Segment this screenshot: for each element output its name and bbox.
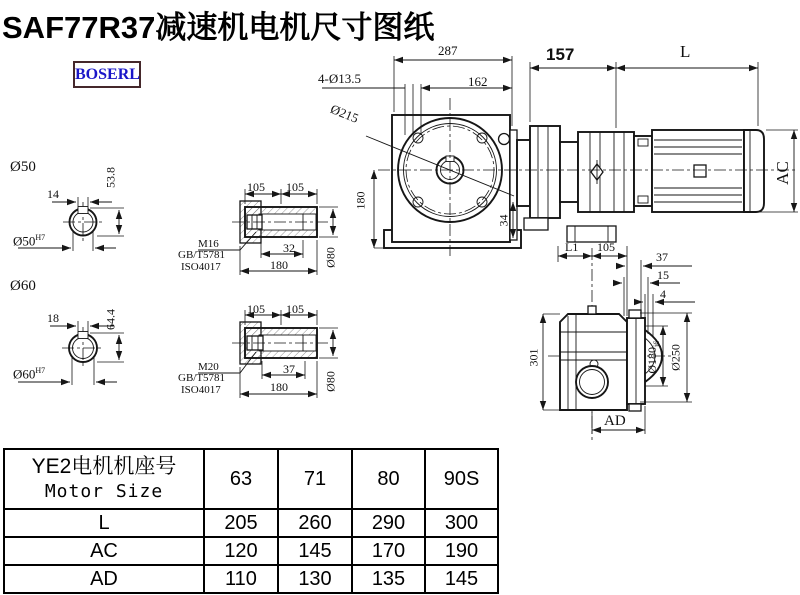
- brand-logo: BOSERL: [73, 61, 141, 88]
- output-side-view: [543, 226, 695, 440]
- shaft-d60-bore: [13, 366, 45, 382]
- bore-value: Ø50: [13, 233, 36, 249]
- column-71: 71: [278, 449, 352, 509]
- dim-AC: AC: [773, 161, 792, 185]
- cell-AC-71: 145: [278, 537, 352, 565]
- sideview-dim-301: 301: [526, 348, 541, 367]
- sideview-dim-L1: L1: [565, 240, 579, 254]
- shaft-d50-label: Ø50: [10, 159, 36, 175]
- table-header-row: [4, 449, 498, 509]
- dim-180-front: 180: [353, 191, 368, 210]
- cell-L-80: 290: [352, 509, 425, 537]
- m20-dim-37: 37: [283, 362, 295, 376]
- column-63: 63: [204, 449, 278, 509]
- cell-AD-71: 130: [278, 565, 352, 593]
- m16-dim-32: 32: [283, 241, 295, 255]
- label-bolt-holes: 4-Ø13.5: [318, 71, 361, 86]
- cell-L-90s: 300: [425, 509, 498, 537]
- m16-dim-180: 180: [270, 258, 288, 272]
- column-90s: 90S: [425, 449, 498, 509]
- cell-AC-90s: 190: [425, 537, 498, 565]
- label-flange-diameter: Ø215: [328, 101, 361, 126]
- cell-AD-90s: 145: [425, 565, 498, 593]
- bore-tolerance: H7: [35, 366, 46, 375]
- bore-value: Ø60: [13, 366, 36, 382]
- shaft-d50-keywidth: 14: [47, 187, 59, 201]
- cell-AD-63: 110: [204, 565, 278, 593]
- d180-tolerance: j6: [652, 340, 662, 347]
- sideview-dim-105: 105: [597, 240, 615, 254]
- m16-dim-105b: 105: [286, 180, 304, 194]
- dim-287: 287: [438, 43, 458, 58]
- dim-34: 34: [496, 214, 511, 227]
- cell-L-63: 205: [204, 509, 278, 537]
- shaft-d50-bore: [13, 233, 45, 249]
- table-row-AD: [4, 565, 498, 593]
- m20-standard-gb: GB/T5781: [178, 372, 226, 384]
- table-row-AC: [4, 537, 498, 565]
- bore-tolerance: H7: [35, 233, 46, 242]
- page-title: SAF77R37减速机电机尺寸图纸: [2, 10, 435, 45]
- sideview-dim-AD: AD: [604, 413, 626, 429]
- m20-dim-105a: 105: [247, 302, 265, 316]
- m20-thread: M20: [198, 361, 219, 373]
- column-80: 80: [352, 449, 425, 509]
- header-en: Motor Size: [44, 481, 164, 502]
- d180-value: Ø180: [644, 346, 659, 374]
- cell-AD-80: 135: [352, 565, 425, 593]
- shaft-d60-height: 64.4: [103, 309, 118, 330]
- row-label-AD: AD: [4, 565, 204, 593]
- dim-157: 157: [546, 45, 575, 64]
- cell-AC-63: 120: [204, 537, 278, 565]
- row-label-L: L: [4, 509, 204, 537]
- sideview-dim-d250: Ø250: [668, 344, 683, 371]
- shaft-d60-label: Ø60: [10, 278, 36, 294]
- sideview-dim-37: 37: [656, 250, 668, 264]
- motor-size-table: [3, 448, 499, 594]
- table-row-L: [4, 509, 498, 537]
- sideview-dim-4: 4: [660, 287, 666, 301]
- m20-dim-d80: Ø80: [323, 371, 338, 392]
- cell-L-71: 260: [278, 509, 352, 537]
- front-view: [322, 56, 798, 256]
- row-label-AC: AC: [4, 537, 204, 565]
- header-cn: YE2电机机座号: [31, 455, 177, 478]
- m16-dim-d80: Ø80: [323, 247, 338, 268]
- m20-standard-iso: ISO4017: [181, 384, 221, 396]
- m16-dim-105a: 105: [247, 180, 265, 194]
- m20-dim-105b: 105: [286, 302, 304, 316]
- m16-thread: M16: [198, 238, 219, 250]
- dim-162: 162: [468, 74, 488, 89]
- shaft-d60-keywidth: 18: [47, 311, 59, 325]
- sideview-dim-15: 15: [657, 268, 669, 282]
- m16-standard-iso: ISO4017: [181, 261, 221, 273]
- dim-L: L: [680, 42, 691, 61]
- m20-dim-180: 180: [270, 380, 288, 394]
- m16-standard-gb: GB/T5781: [178, 249, 226, 261]
- shaft-d50-height: 53.8: [103, 167, 118, 188]
- sideview-dim-d180: [645, 337, 661, 377]
- cell-AC-80: 170: [352, 537, 425, 565]
- table-header-motor-size: [4, 449, 204, 509]
